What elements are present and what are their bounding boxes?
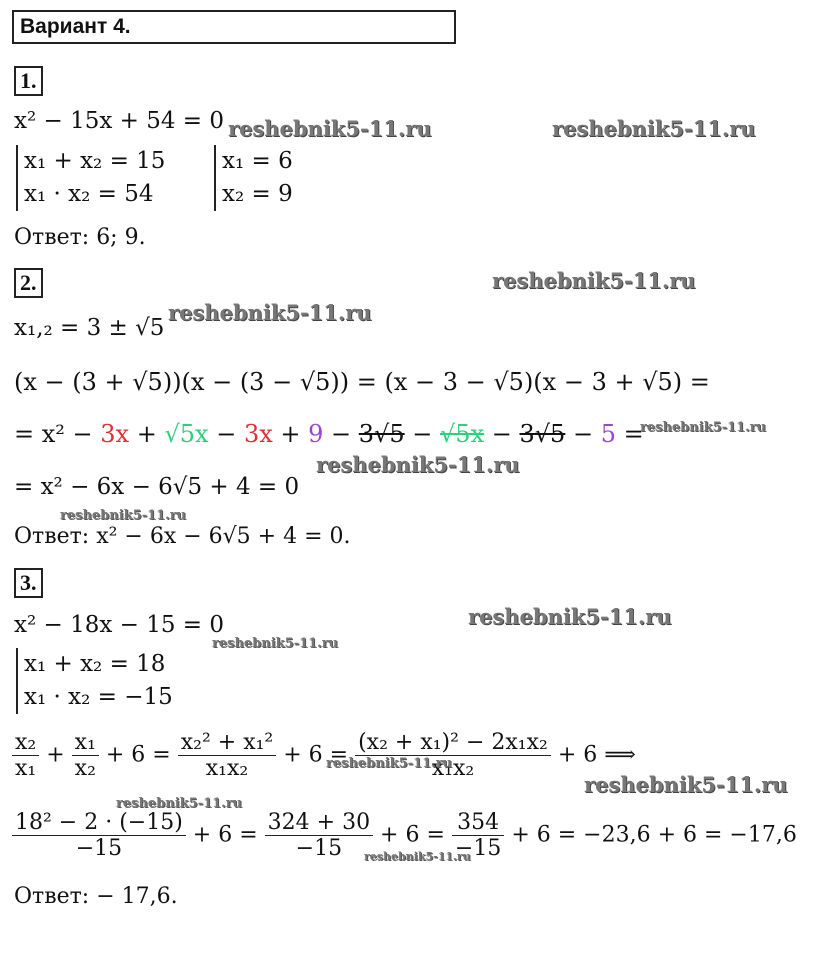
plus-six-implies: + 6 ⟹ (550, 742, 636, 768)
t2-part-5: 5 (600, 420, 616, 448)
t2-part-12: − (484, 420, 520, 448)
plus-six-eq: + 6 = (98, 742, 178, 768)
task1-system-line-1: x₁ + x₂ = 15 (24, 148, 166, 174)
t2-part-8: − (323, 420, 359, 448)
task2-roots: x₁,₂ = 3 ± √5 (14, 315, 165, 341)
t2-part-2: + (129, 420, 165, 448)
frac-num: 354 (457, 810, 500, 835)
frac-x2-over-x1 (12, 730, 39, 781)
task1-roots-system (214, 145, 293, 211)
t2-part-sqrt5x-a: √5x (164, 420, 209, 448)
t2-part-3x-a: 3x (100, 420, 130, 448)
watermark: reshebnik5-11.ru (552, 116, 756, 141)
frac-num: x₂² + x₁² (180, 730, 274, 755)
frac-den: x₂ (72, 755, 99, 781)
variant-title: Вариант 4. (12, 10, 456, 44)
task3-number (14, 568, 43, 598)
task1-number-label: 1. (14, 66, 43, 96)
frac-sum-squares (178, 730, 277, 781)
task1-root-2: x₂ = 9 (222, 181, 293, 207)
watermark: reshebnik5-11.ru (640, 420, 767, 435)
frac-num: 324 + 30 (267, 810, 371, 835)
watermark: reshebnik5-11.ru (212, 636, 339, 651)
task3-answer: Ответ: − 17,6. (14, 884, 178, 909)
t2-part-10: − (404, 420, 440, 448)
task3-line1: $\frac{\text{x₂}}{\text{x₁}}$ + $\frac{\text{x₁}}{\text{x₂}}$ + 6 = $\frac{\text{x₂² + x₁²}}{\text{x₁x₂}}$ + 6 = $\frac{\text{(x₂ + x₁)² − 2x₁x₂}}{\text{x₁x₂}}$ + 6 ⟹ (12, 730, 636, 781)
watermark: reshebnik5-11.ru (492, 268, 696, 293)
frac-num: x₁ (74, 730, 96, 755)
t2-part-16: = (615, 420, 644, 448)
t2-part-9: 9 (308, 420, 324, 448)
frac-num: 18² − 2 · (−15) (15, 810, 183, 835)
plus-six-eq: + 6 = (373, 822, 452, 848)
plus-six-eq: + 6 = (276, 742, 356, 768)
frac-den: x₁x₂ (178, 755, 277, 781)
frac-substitution (12, 810, 186, 861)
watermark: reshebnik5-11.ru (326, 756, 453, 771)
watermark: reshebnik5-11.ru (364, 850, 471, 863)
task3-number-label: 3. (14, 568, 43, 598)
task1-equation: x² − 15x + 54 = 0 (14, 108, 225, 134)
frac-den: x₁x₂ (355, 755, 551, 781)
frac-den: −15 (12, 835, 186, 861)
frac-den: x₁ (12, 755, 39, 781)
frac-den: −15 (452, 835, 504, 861)
frac-num: (x₂ + x₁)² − 2x₁x₂ (358, 730, 548, 755)
t2-part-6: + (272, 420, 309, 448)
plus-six-eq: + 6 = (185, 822, 265, 848)
task2-answer: Ответ: x² − 6x − 6√5 + 4 = 0. (14, 524, 351, 549)
task1-answer: Ответ: 6; 9. (14, 225, 146, 250)
t2-part-0: = x² − (14, 420, 101, 448)
task2-number (14, 268, 43, 298)
task3-system-line-2: x₁ · x₂ = −15 (24, 684, 173, 710)
frac-num: x₂ (15, 730, 37, 755)
watermark: reshebnik5-11.ru (60, 508, 187, 523)
task2-number-label: 2. (14, 268, 43, 298)
frac-den: −15 (265, 835, 373, 861)
t2-part-sqrt5x-b: √5x (440, 420, 485, 448)
watermark: reshebnik5-11.ru (168, 300, 372, 325)
t2-part-3x-b: 3x (243, 420, 273, 448)
t2-part-4: − (208, 420, 244, 448)
watermark: reshebnik5-11.ru (468, 604, 672, 629)
task1-vieta-system (16, 145, 165, 211)
watermark: reshebnik5-11.ru (228, 116, 432, 141)
frac-x1-over-x2 (72, 730, 99, 781)
frac-324-30 (265, 810, 373, 861)
watermark: reshebnik5-11.ru (116, 796, 243, 811)
task3-vieta-system (16, 648, 173, 714)
watermark: reshebnik5-11.ru (316, 452, 520, 477)
result-chain: + 6 = −23,6 + 6 = −17,6 (504, 822, 797, 848)
task1-number (14, 66, 43, 96)
watermark: reshebnik5-11.ru (584, 772, 788, 797)
task3-system-line-1: x₁ + x₂ = 18 (24, 651, 166, 677)
task1-system-line-2: x₁ · x₂ = 54 (24, 181, 154, 207)
task1-root-1: x₁ = 6 (222, 148, 293, 174)
t2-part-3sqrt5-a: 3√5 (358, 420, 405, 448)
task2-line2 (14, 420, 644, 448)
t2-part-14: − (565, 420, 601, 448)
t2-part-3sqrt5-b: 3√5 (519, 420, 566, 448)
task2-line3: = x² − 6x − 6√5 + 4 = 0 (14, 474, 300, 500)
task3-equation: x² − 18x − 15 = 0 (14, 612, 225, 638)
task2-line1: (x − (3 + √5))(x − (3 − √5)) = (x − 3 − √5)(x − 3 + √5) = (14, 368, 710, 396)
